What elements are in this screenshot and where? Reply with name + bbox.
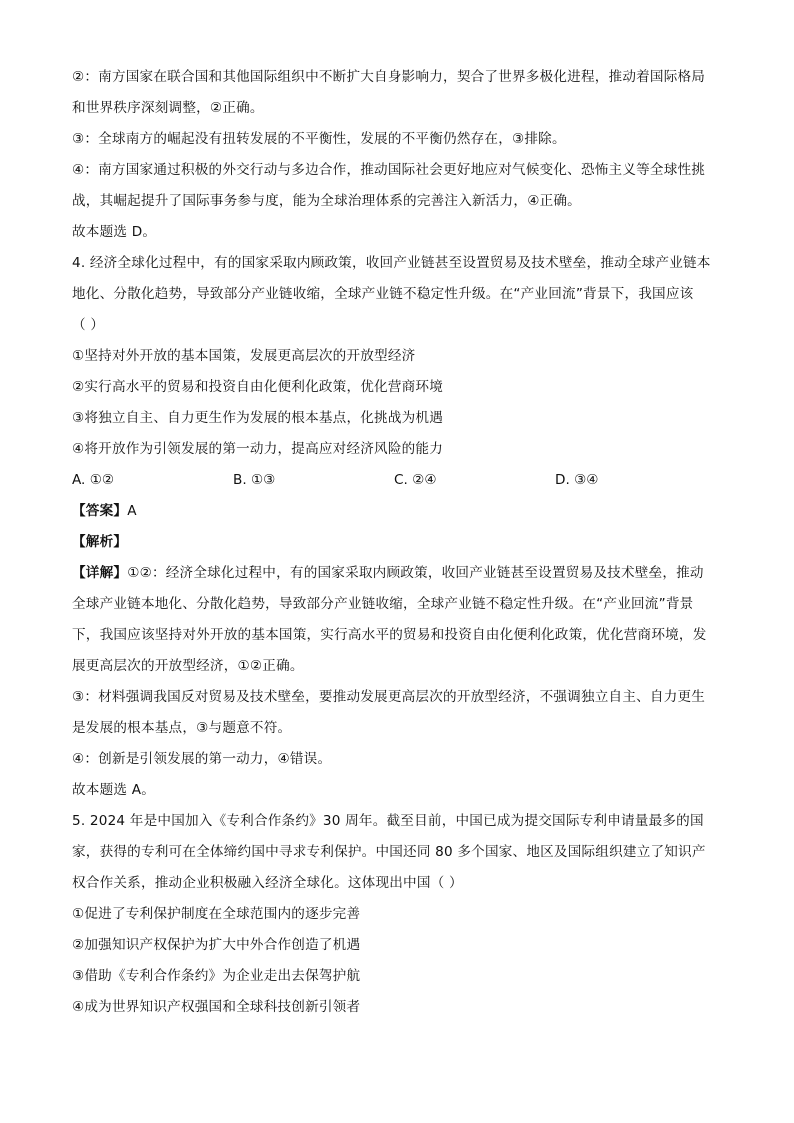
q4-options <box>72 465 722 496</box>
q5-stem-line2: 家，获得的专利可在全体缔约国中寻求专利保护。中国还同 80 多个国家、地区及国际组织建立了知识产 <box>72 844 706 860</box>
q4-stem-line3: （ ） <box>72 317 105 333</box>
q4-detail3-line1: ③：材料强调我国反对贸易及技术壁垒，要推动发展更高层次的开放型经济，不强调独立自主、自力更生 <box>72 689 706 705</box>
q4-detail3-line2: 是发展的根本基点，③与题意不符。 <box>72 720 292 736</box>
q4-detail-line1 <box>72 558 722 589</box>
q5-statement-4: ④成为世界知识产权强国和全球科技创新引领者 <box>72 999 361 1015</box>
q4-detail4: ④：创新是引领发展的第一动力，④错误。 <box>72 751 332 767</box>
q5-stem-line3: 权合作关系，推动企业积极融入经济全球化。这体现出中国（ ） <box>72 875 463 891</box>
q4-statement-3: ③将独立自主、自力更生作为发展的根本基点，化挑战为机遇 <box>72 410 444 426</box>
prev-analysis-item2-line1: ②：南方国家在联合国和其他国际组织中不断扩大自身影响力，契合了世界多极化进程，推动着国际格局 <box>72 69 706 85</box>
q4-option-c: C. ②④ <box>394 472 437 488</box>
q4-detail-line4: 展更高层次的开放型经济，①②正确。 <box>72 658 304 674</box>
q4-option-d: D. ③④ <box>555 472 599 488</box>
q4-stem-line1: 4. 经济全球化过程中，有的国家采取内顾政策，收回产业链甚至设置贸易及技术壁垒，推动全球产业链本 <box>72 255 711 271</box>
answer-tag: 【答案】 <box>72 503 128 519</box>
q4-detail-line2: 全球产业链本地化、分散化趋势，导致部分产业链收缩，全球产业链不稳定性升级。在“产业回流”背景 <box>72 596 694 612</box>
q4-statement-4: ④将开放作为引领发展的第一动力，提高应对经济风险的能力 <box>72 441 444 457</box>
q4-option-b: B. ①③ <box>233 472 276 488</box>
detail-tag: 【详解】 <box>72 565 128 581</box>
q4-statement-2: ②实行高水平的贸易和投资自由化便利化政策，优化营商环境 <box>72 379 444 395</box>
q5-statement-2: ②加强知识产权保护为扩大中外合作创造了机遇 <box>72 937 361 953</box>
prev-conclusion: 故本题选 D。 <box>72 224 157 240</box>
q4-statement-1: ①坚持对外开放的基本国策，发展更高层次的开放型经济 <box>72 348 416 364</box>
q5-statement-3: ③借助《专利合作条约》为企业走出去保驾护航 <box>72 968 361 984</box>
q4-answer <box>72 496 722 527</box>
detail-text-1: ①②：经济全球化过程中，有的国家采取内顾政策，收回产业链甚至设置贸易及技术壁垒，推动 <box>127 565 704 581</box>
q4-detail-line3: 下，我国应该坚持对外开放的基本国策，实行高水平的贸易和投资自由化便利化政策，优化营商环境，发 <box>72 627 707 643</box>
q5-stem-line1: 5. 2024 年是中国加入《专利合作条约》30 周年。截至目前，中国已成为提交国际专利申请量最多的国 <box>72 813 704 829</box>
prev-analysis-item4-line2: 战，其崛起提升了国际事务参与度，能为全球治理体系的完善注入新活力，④正确。 <box>72 193 581 209</box>
prev-analysis-item4-line1: ④：南方国家通过积极的外交行动与多边合作，推动国际社会更好地应对气候变化、恐怖主义等全球性挑 <box>72 162 706 178</box>
q4-option-a: A. ①② <box>72 472 115 488</box>
q4-stem-line2: 地化、分散化趋势，导致部分产业链收缩，全球产业链不稳定性升级。在“产业回流”背景下，我国应该 <box>72 286 694 302</box>
q5-statement-1: ①促进了专利保护制度在全球范围内的逐步完善 <box>72 906 361 922</box>
analysis-tag: 【解析】 <box>72 534 128 550</box>
q4-analysis-heading <box>72 527 722 558</box>
prev-analysis-item3: ③：全球南方的崛起没有扭转发展的不平衡性，发展的不平衡仍然存在，③排除。 <box>72 131 566 147</box>
prev-analysis-item2-line2: 和世界秩序深刻调整，②正确。 <box>72 100 264 116</box>
answer-value: A <box>127 503 137 519</box>
q4-conclusion: 故本题选 A。 <box>72 782 155 798</box>
document-page <box>72 62 722 1023</box>
